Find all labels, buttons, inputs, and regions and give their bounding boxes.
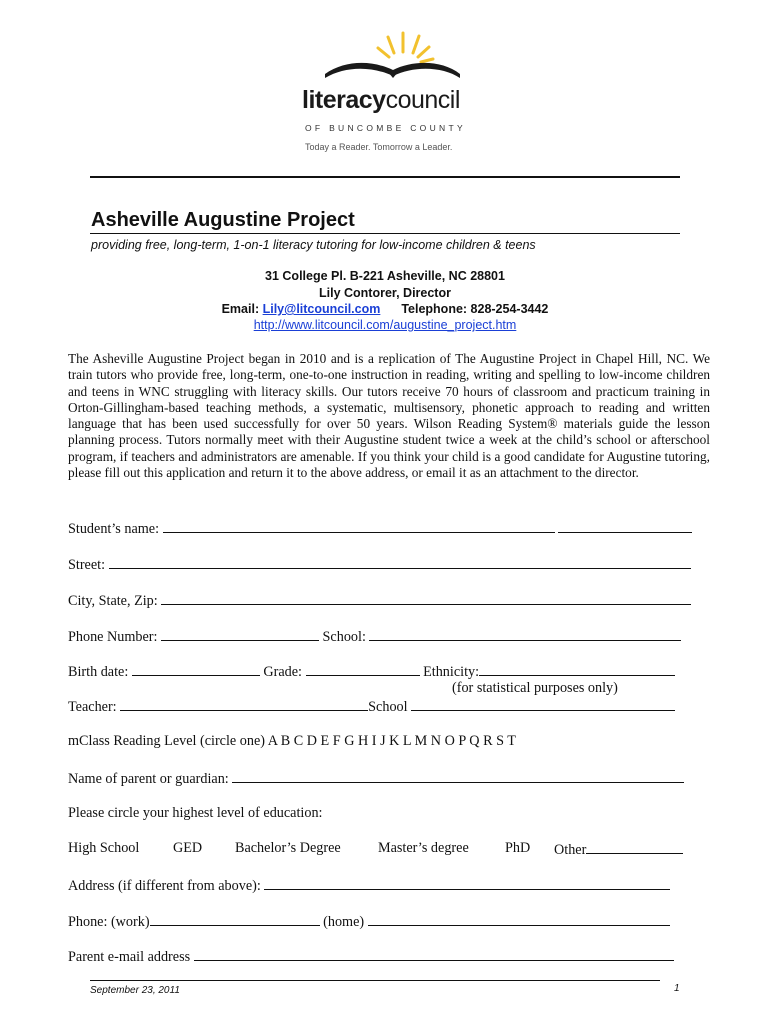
grade-field[interactable] [306,662,420,676]
url-line [0,318,770,332]
student-name-field-2[interactable] [558,519,692,533]
student-name-row [68,519,692,538]
address-diff-field[interactable] [264,876,670,890]
phone-work-field[interactable] [150,912,320,926]
page-number: 1 [674,983,680,994]
teacher-row [68,697,675,716]
telephone: Telephone: 828-254-3442 [401,302,549,316]
city-label: City, State, Zip: [68,593,158,609]
phone-label: Phone Number: [68,629,158,645]
logo-wordmark: literacycouncil [302,86,460,114]
address-diff-label: Address (if different from above): [68,878,261,894]
parent-email-field[interactable] [194,947,674,961]
phone-home-label: (home) [323,914,365,930]
school2-field[interactable] [411,697,675,711]
parent-name-field[interactable] [232,769,684,783]
education-option-high-school[interactable]: High School [68,840,140,856]
director-line: Lily Contorer, Director [319,286,451,300]
phone-work-home-row [68,912,670,931]
website-link[interactable]: http://www.litcouncil.com/augustine_project.htm [253,318,517,332]
parent-row [68,769,684,788]
page-title: Asheville Augustine Project [91,209,355,231]
address-diff-row [68,876,670,895]
education-other-row [554,840,683,859]
phone-school-row [68,627,681,646]
intro-paragraph: The Asheville Augustine Project began in 2010 and is a replication of The Augustine Project in Chapel Hill, NC. We train tutors who provide free, long-term, one-to-one instruction in reading, writing and spelling to low-income children and teens in WNC struggling with literacy skills. Our tutors receive 70 hours of classroom and practicum training in Orton-Gillingham-based teaching methods, a systematic, multisensory, phonetic approach to reading and written language that has been used successfully for over 50 years. Wilson Reading System® materials guide the lesson planning process. Tutors normally meet with their Augustine student twice a week at the child’s school or afterschool program, if teachers and administrators are amenable. If you think your child is a good candidate for Augustine tutoring, please fill out this application and return it to the above address, or email it as an attachment to the director. [68,351,710,481]
education-option-masters[interactable]: Master’s degree [378,840,469,856]
top-divider [90,176,680,178]
contact-line [0,302,770,316]
student-name-field[interactable] [163,519,555,533]
address-line: 31 College Pl. B-221 Asheville, NC 28801 [265,269,505,283]
school2-label: School [368,699,408,715]
city-field[interactable] [161,591,691,605]
sun-icon [378,33,433,62]
street-row [68,555,691,574]
school-field[interactable] [369,627,681,641]
city-row [68,591,691,610]
email-link[interactable]: Lily@litcouncil.com [262,302,381,316]
education-option-other[interactable]: Other [554,842,587,858]
logo-tagline: Today a Reader. Tomorrow a Leader. [305,142,453,152]
parent-name-label: Name of parent or guardian: [68,771,229,787]
birth-date-label: Birth date: [68,664,129,680]
grade-label: Grade: [263,664,302,680]
ethnicity-field[interactable] [479,662,675,676]
teacher-field[interactable] [120,697,368,711]
logo-county: OF BUNCOMBE COUNTY [305,123,466,133]
footer-date: September 23, 2011 [90,985,180,996]
page-subtitle: providing free, long-term, 1-on-1 literacy tutoring for low-income children & teens [91,238,536,252]
parent-email-row [68,947,674,966]
ethnicity-label: Ethnicity: [423,664,480,680]
birth-row [68,662,675,681]
street-label: Street: [68,557,106,573]
student-name-label: Student’s name: [68,521,160,537]
street-field[interactable] [109,555,691,569]
education-option-phd[interactable]: PhD [505,840,531,856]
education-prompt: Please circle your highest level of education: [68,805,323,821]
school-label: School: [322,629,366,645]
ethnicity-note: (for statistical purposes only) [452,680,618,696]
education-other-field[interactable] [586,840,683,854]
phone-work-label: Phone: (work) [68,914,150,930]
teacher-label: Teacher: [68,699,117,715]
email-label: Email: [221,302,260,316]
phone-home-field[interactable] [368,912,670,926]
title-underline [90,233,680,234]
mclass-row: mClass Reading Level (circle one) A B C D E F G H I J K L M N O P Q R S T [68,733,516,749]
education-option-ged[interactable]: GED [173,840,203,856]
birth-date-field[interactable] [132,662,260,676]
education-option-bachelors[interactable]: Bachelor’s Degree [235,840,341,856]
footer-divider [90,980,660,981]
parent-email-label: Parent e-mail address [68,949,191,965]
phone-field[interactable] [161,627,319,641]
